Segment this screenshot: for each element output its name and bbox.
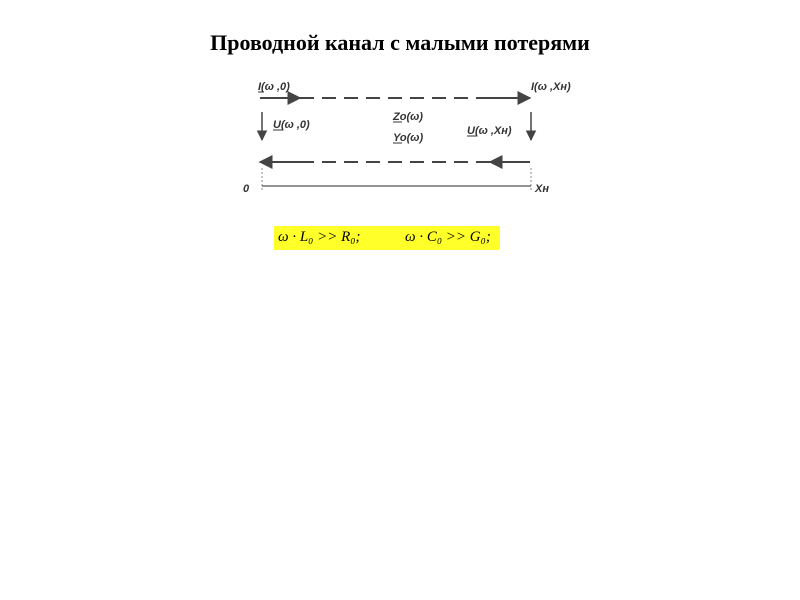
end-position-label: Xн [535,183,549,195]
voltage-start-label: U(ω ,0) [273,119,310,131]
current-start-label: I(ω ,0) [258,81,290,93]
capacitance-condition: ω · C₀ >> G₀; [405,229,491,245]
current-end-label: I(ω ,Xн) [531,81,571,93]
origin-label: 0 [243,183,250,195]
inductance-condition: ω · L₀ >> R₀; [278,229,361,245]
admittance-label: Yo(ω) [393,132,424,144]
voltage-end-label: U(ω ,Xн) [467,125,512,137]
low-loss-conditions [274,226,500,250]
impedance-label: Zo(ω) [393,111,423,123]
length-axis [262,168,531,190]
slide-title: Проводной канал с малыми потерями [210,30,590,55]
